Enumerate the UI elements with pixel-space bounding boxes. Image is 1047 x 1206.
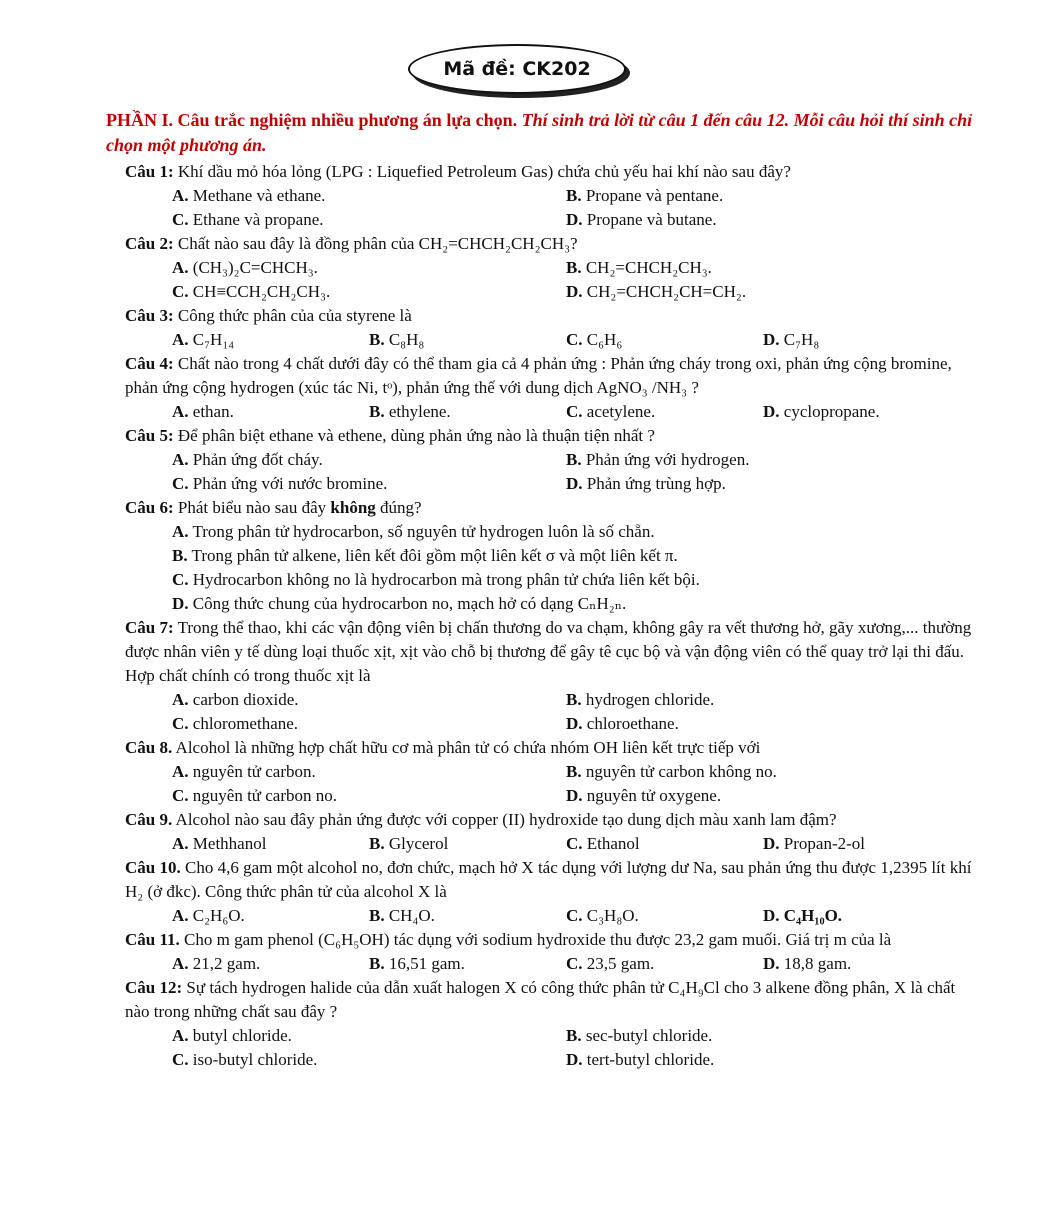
exam-content xyxy=(106,108,980,1072)
options-row xyxy=(172,904,980,928)
question-6 xyxy=(106,496,980,520)
option-a[interactable]: A. butyl chloride. xyxy=(172,1026,292,1045)
option-d[interactable]: D. nguyên tử oxygene. xyxy=(566,786,722,805)
question-number: Câu 12: xyxy=(125,978,183,997)
question-11 xyxy=(106,928,980,952)
question-1 xyxy=(106,160,980,184)
option-b[interactable]: B. nguyên tử carbon không no. xyxy=(566,762,777,781)
option-b[interactable]: B. Propane và pentane. xyxy=(566,186,724,205)
question-number: Câu 3: xyxy=(125,306,174,325)
option-c[interactable]: C. Phản ứng với nước bromine. xyxy=(172,474,388,493)
question-12 xyxy=(106,976,980,1024)
option-d[interactable]: D. Phản ứng trùng hợp. xyxy=(566,474,726,493)
option-b[interactable]: B. Glycerol xyxy=(369,834,449,853)
option-a[interactable]: A. 21,2 gam. xyxy=(172,954,261,973)
question-text: Cho m gam phenol (C₆H₅OH) tác dụng với sodium hydroxide thu được 23,2 gam muối. Giá trị m của là xyxy=(184,930,892,949)
option-b[interactable]: B. Phản ứng với hydrogen. xyxy=(566,450,750,469)
option-c[interactable]: C. chloromethane. xyxy=(172,714,299,733)
options-row xyxy=(172,328,980,352)
option-d[interactable]: D. Propan-2-ol xyxy=(763,834,865,853)
question-number: Câu 6: xyxy=(125,498,174,517)
options-row xyxy=(172,712,980,736)
question-text: Sự tách hydrogen halide của dẫn xuất halogen X có công thức phân tử C₄H₉Cl cho 3 alkene đồng phân, X là chất nào trong những chất sau đây ? xyxy=(125,978,956,1021)
options-row xyxy=(172,184,980,208)
question-number: Câu 11. xyxy=(125,930,180,949)
options-row xyxy=(172,1048,980,1072)
option-c[interactable]: C. Hydrocarbon không no là hydrocarbon mà trong phân tử chứa liên kết bội. xyxy=(172,570,700,589)
option-a[interactable]: A. nguyên tử carbon. xyxy=(172,762,316,781)
part-instruction: Thí sinh trả lời từ câu 1 đến câu 12. Mỗi câu hỏi thí sinh chỉ chọn một phương án. xyxy=(106,110,973,155)
question-text: Chất nào trong 4 chất dưới đây có thể tham gia cả 4 phản ứng : Phản ứng cháy trong oxi, phản ứng cộng bromine, phản ứng cộng hydrogen (xúc tác Ni, tᵒ), phản ứng thế với dung dịch AgNO₃ /NH₃ ? xyxy=(125,354,952,397)
question-number: Câu 9. xyxy=(125,810,173,829)
option-c[interactable]: C. CH≡CCH₂CH₂CH₃. xyxy=(172,282,331,301)
option-d[interactable]: D. cyclopropane. xyxy=(763,402,880,421)
question-text: Chất nào sau đây là đồng phân của CH₂=CHCH₂CH₂CH₃? xyxy=(177,234,578,253)
question-text: Trong thể thao, khi các vận động viên bị chấn thương do va chạm, không gây ra vết thương hở, gãy xương,... thường được nhân viên y tế dùng loại thuốc xịt, xịt vào chỗ bị thương để gây tê cục bộ và vận động viên có thể quay trở lại thi đấu. Hợp chất chính có trong thuốc xịt là xyxy=(125,618,972,685)
part-title: PHẦN I. Câu trắc nghiệm nhiều phương án lựa chọn. xyxy=(106,110,518,130)
question-text: Cho 4,6 gam một alcohol no, đơn chức, mạch hở X tác dụng với lượng dư Na, sau phản ứng thu được 1,2395 lít khí H₂ (ở đkc). Công thức phân tử của alcohol X là xyxy=(125,858,972,901)
question-number: Câu 8. xyxy=(125,738,173,757)
option-a[interactable]: A. Trong phân tử hydrocarbon, số nguyên tử hydrogen luôn là số chẵn. xyxy=(172,522,655,541)
question-text: Alcohol nào sau đây phản ứng được với copper (II) hydroxide tạo dung dịch màu xanh lam đậm? xyxy=(175,810,837,829)
option-b[interactable]: B. 16,51 gam. xyxy=(369,954,465,973)
part-heading xyxy=(106,108,980,158)
option-c[interactable]: C. acetylene. xyxy=(566,402,656,421)
option-d[interactable]: D. 18,8 gam. xyxy=(763,954,852,973)
question-text: Phát biểu nào sau đây không đúng? xyxy=(177,498,422,517)
option-c[interactable]: C. 23,5 gam. xyxy=(566,954,655,973)
question-number: Câu 2: xyxy=(125,234,174,253)
options-row xyxy=(172,208,980,232)
option-a[interactable]: A. Phản ứng đốt cháy. xyxy=(172,450,323,469)
option-d[interactable]: D. Propane và butane. xyxy=(566,210,717,229)
option-b[interactable]: B. hydrogen chloride. xyxy=(566,690,715,709)
option-d[interactable]: D. tert-butyl chloride. xyxy=(566,1050,715,1069)
options-row xyxy=(172,784,980,808)
question-text: Alcohol là những hợp chất hữu cơ mà phân tử có chứa nhóm OH liên kết trực tiếp với xyxy=(175,738,761,757)
option-c[interactable]: C. Ethane và propane. xyxy=(172,210,324,229)
options-row xyxy=(172,472,980,496)
question-text: Khí dầu mỏ hóa lỏng (LPG : Liquefied Petroleum Gas) chứa chủ yếu hai khí nào sau đây? xyxy=(177,162,791,181)
question-3 xyxy=(106,304,980,328)
option-b[interactable]: B. Trong phân tử alkene, liên kết đôi gồm một liên kết σ và một liên kết π. xyxy=(172,546,678,565)
option-a[interactable]: A. C₂H₆O. xyxy=(172,906,245,925)
options-row xyxy=(172,448,980,472)
option-b[interactable]: B. C₈H₈ xyxy=(369,330,425,349)
exam-code-badge: Mã đề: CK202 xyxy=(408,44,626,94)
option-a[interactable]: A. Methhanol xyxy=(172,834,267,853)
options-row xyxy=(172,952,980,976)
option-c[interactable]: C. Ethanol xyxy=(566,834,640,853)
question-10 xyxy=(106,856,980,904)
question-5 xyxy=(106,424,980,448)
option-c[interactable]: C. C₆H₆ xyxy=(566,330,623,349)
option-d[interactable]: D. chloroethane. xyxy=(566,714,679,733)
option-d[interactable]: D. C₄H₁₀O. xyxy=(763,906,843,925)
question-number: Câu 4: xyxy=(125,354,174,373)
question-number: Câu 1: xyxy=(125,162,174,181)
option-c[interactable]: C. nguyên tử carbon no. xyxy=(172,786,338,805)
option-a[interactable]: A. ethan. xyxy=(172,402,234,421)
options-row xyxy=(172,1024,980,1048)
question-9 xyxy=(106,808,980,832)
question-number: Câu 5: xyxy=(125,426,174,445)
option-c[interactable]: C. iso-butyl chloride. xyxy=(172,1050,318,1069)
options-row xyxy=(172,400,980,424)
option-b[interactable]: B. CH₄O. xyxy=(369,906,435,925)
question-number: Câu 7: xyxy=(125,618,174,637)
option-a[interactable]: A. C₇H₁₄ xyxy=(172,330,235,349)
options-row xyxy=(172,256,980,280)
options-row xyxy=(172,832,980,856)
question-7 xyxy=(106,616,980,688)
option-d[interactable]: D. CH₂=CHCH₂CH=CH₂. xyxy=(566,282,747,301)
option-d[interactable]: D. C₇H₈ xyxy=(763,330,820,349)
question-2 xyxy=(106,232,980,256)
option-a[interactable]: A. Methane và ethane. xyxy=(172,186,326,205)
question-text: Công thức phân của của styrene là xyxy=(177,306,412,325)
question-text: Để phân biệt ethane và ethene, dùng phản ứng nào là thuận tiện nhất ? xyxy=(177,426,655,445)
question-4 xyxy=(106,352,980,400)
option-a[interactable]: A. (CH₃)₂C=CHCH₃. xyxy=(172,258,318,277)
question-8 xyxy=(106,736,980,760)
option-d[interactable]: D. Công thức chung của hydrocarbon no, mạch hở có dạng CₙH₂ₙ. xyxy=(172,594,627,613)
options-row xyxy=(172,760,980,784)
option-b[interactable]: B. CH₂=CHCH₂CH₃. xyxy=(566,258,712,277)
option-b[interactable]: B. sec-butyl chloride. xyxy=(566,1026,713,1045)
option-b[interactable]: B. ethylene. xyxy=(369,402,451,421)
question-number: Câu 10. xyxy=(125,858,181,877)
options-row xyxy=(172,280,980,304)
option-c[interactable]: C. C₃H₈O. xyxy=(566,906,639,925)
option-a[interactable]: A. carbon dioxide. xyxy=(172,690,299,709)
options-row xyxy=(172,688,980,712)
